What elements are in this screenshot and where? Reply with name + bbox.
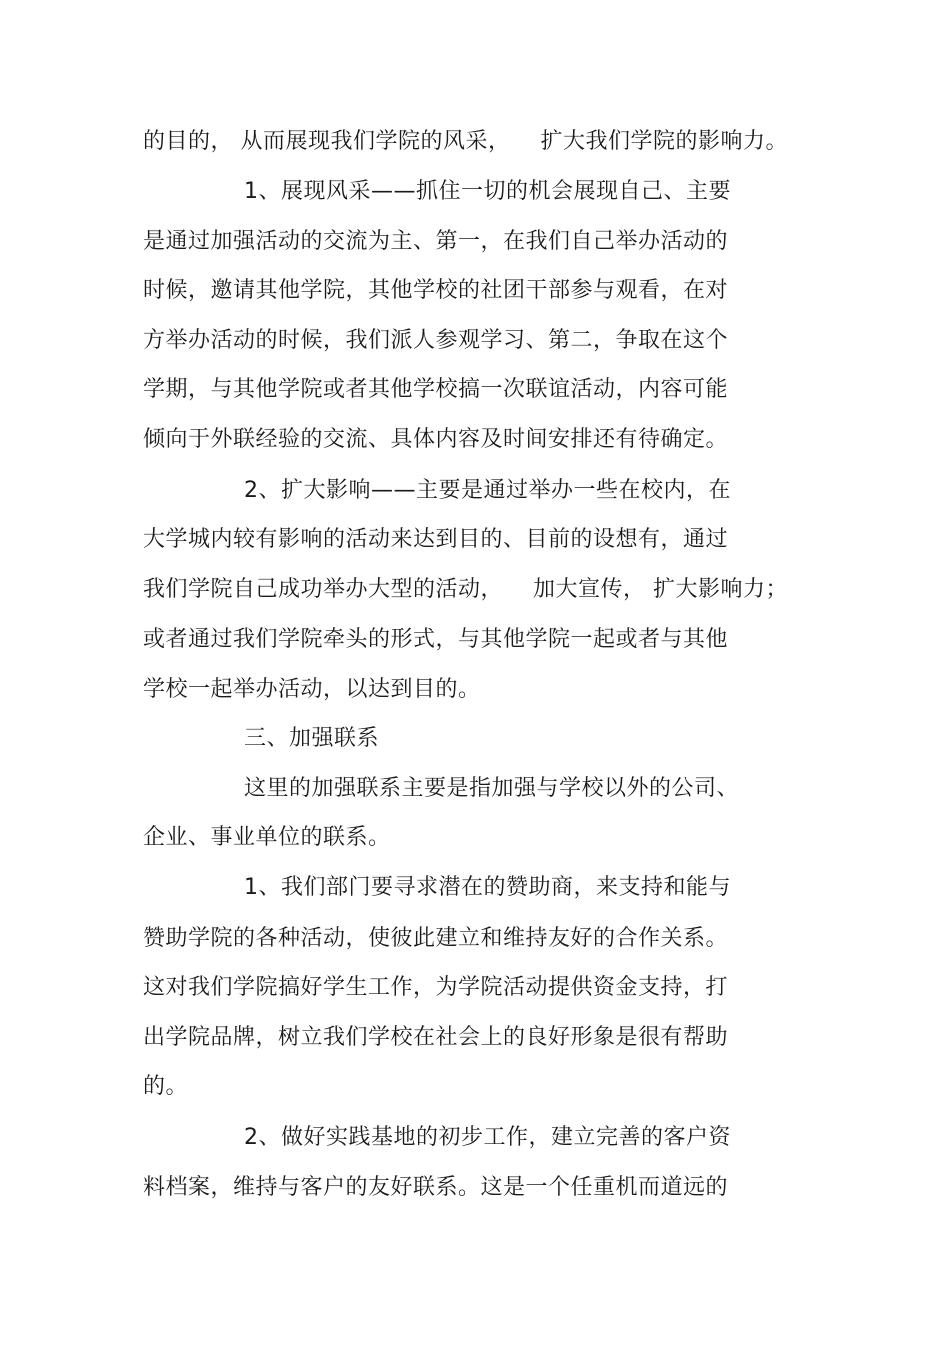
text-line: 这对我们学院搞好学生工作，为学院活动提供资金支持，打 xyxy=(143,975,729,1000)
text-line: 出学院品牌，树立我们学校在社会上的良好形象是很有帮助 xyxy=(143,1025,729,1050)
text-line: 我们学院自己成功举办大型的活动， 加大宣传， 扩大影响力； xyxy=(143,577,788,602)
text-line: 倾向于外联经验的交流、具体内容及时间安排还有待确定。 xyxy=(143,427,729,452)
section-heading: 三、加强联系 xyxy=(244,726,380,751)
text-line: 2、做好实践基地的初步工作，建立完善的客户资 xyxy=(244,1125,731,1150)
text-line: 学期，与其他学院或者其他学校搞一次联谊活动，内容可能 xyxy=(143,377,729,402)
text-line: 企业、事业单位的联系。 xyxy=(143,825,391,850)
text-line: 1、展现风采——抓住一切的机会展现自己、主要 xyxy=(244,179,731,204)
text-line: 学校一起举办活动，以达到目的。 xyxy=(143,677,481,702)
text-line: 料档案，维持与客户的友好联系。这是一个任重机而道远的 xyxy=(143,1175,729,1200)
text-line: 赞助学院的各种活动，使彼此建立和维持友好的合作关系。 xyxy=(143,926,729,951)
text-line: 的。 xyxy=(143,1074,189,1099)
text-line: 大学城内较有影响的活动来达到目的、目前的设想有，通过 xyxy=(143,527,729,552)
text-line: 方举办活动的时候，我们派人参观学习、第二，争取在这个 xyxy=(143,328,729,353)
text-line: 的目的， 从而展现我们学院的风采， 扩大我们学院的影响力。 xyxy=(143,129,788,154)
text-line: 是通过加强活动的交流为主、第一，在我们自己举办活动的 xyxy=(143,229,729,254)
text-line: 1、我们部门要寻求潜在的赞助商，来支持和能与 xyxy=(244,875,731,900)
text-line: 或者通过我们学院牵头的形式，与其他学院一起或者与其他 xyxy=(143,627,729,652)
text-line: 时候，邀请其他学院，其他学校的社团干部参与观看，在对 xyxy=(143,278,729,303)
text-line: 这里的加强联系主要是指加强与学校以外的公司、 xyxy=(244,776,740,801)
text-line: 2、扩大影响——主要是通过举办一些在校内，在 xyxy=(244,478,731,503)
